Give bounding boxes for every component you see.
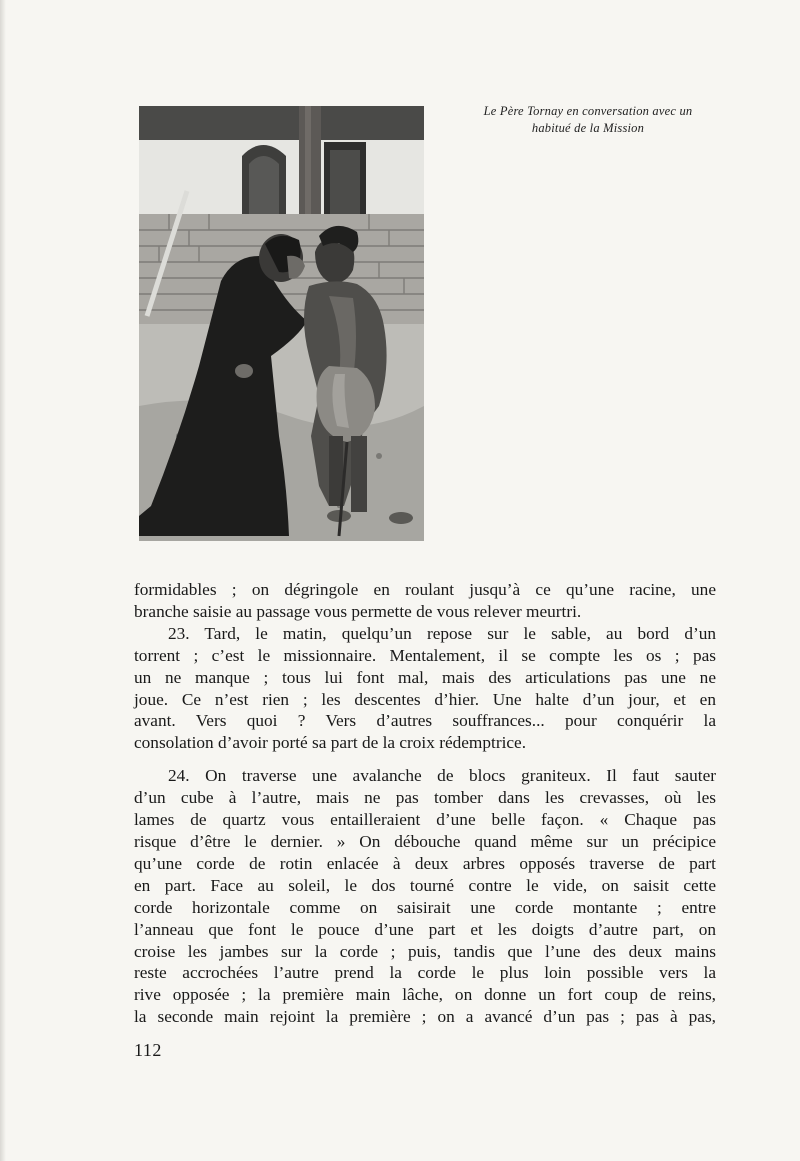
text-line: qu’une corde de rotin enlacée à deux arbres opposés traverse de part xyxy=(134,853,716,873)
text-line: 24. On traverse une avalanche de blocs graniteux. Il faut sauter xyxy=(168,766,716,786)
photo-caption xyxy=(446,103,730,137)
page-number: 112 xyxy=(134,1040,162,1060)
page-binding-edge xyxy=(0,0,6,1161)
text-line: 23. Tard, le matin, quelqu’un repose sur le sable, au bord d’un xyxy=(168,623,716,643)
text-line: torrent ; c’est le missionnaire. Mentalement, il se compte les os ; pas xyxy=(134,645,716,665)
text-line: croise les jambes sur la corde ; puis, tandis que l’une des deux mains xyxy=(134,941,716,961)
text-line: joue. Ce n’est rien ; les descentes d’hier. Une halte d’un jour, et en xyxy=(134,689,716,709)
text-line: reste accrochées l’autre prend la corde le plus loin possible vers la xyxy=(134,963,716,983)
caption-line: Le Père Tornay en conversation avec un xyxy=(483,104,693,118)
text-line: un ne manque ; tous lui font mal, mais des articulations pas une ne xyxy=(134,667,716,687)
photograph xyxy=(139,106,424,541)
caption-line: habitué de la Mission xyxy=(531,121,645,135)
text-line: corde horizontale comme on saisirait une corde montante ; entre xyxy=(134,897,716,917)
text-line: avant. Vers quoi ? Vers d’autres souffrances... pour conquérir la xyxy=(134,711,716,731)
text-line: la seconde main rejoint la première ; on a avancé d’un pas ; pas à pas, xyxy=(134,1007,716,1027)
text-line: lames de quartz vous entailleraient d’une belle façon. « Chaque pas xyxy=(134,810,716,830)
text-line: branche saisie au passage vous permette de vous relever meurtri. xyxy=(134,601,582,621)
text-line: en part. Face au soleil, le dos tourné contre le vide, on saisit cette xyxy=(134,875,716,895)
text-line: risque d’être le dernier. » On débouche quand même sur un précipice xyxy=(134,831,716,851)
body-text xyxy=(134,579,716,1028)
text-line: rive opposée ; la première main lâche, on donne un fort coup de reins, xyxy=(134,985,716,1005)
text-line: l’anneau que font le pouce d’une part et les doigts d’autre part, on xyxy=(134,919,716,939)
text-line: consolation d’avoir porté sa part de la croix rédemptrice. xyxy=(134,733,527,753)
text-line: d’un cube à l’autre, mais ne pas tomber dans les crevasses, où les xyxy=(134,788,716,808)
text-line: formidables ; on dégringole en roulant jusqu’à ce qu’une racine, une xyxy=(134,580,716,599)
